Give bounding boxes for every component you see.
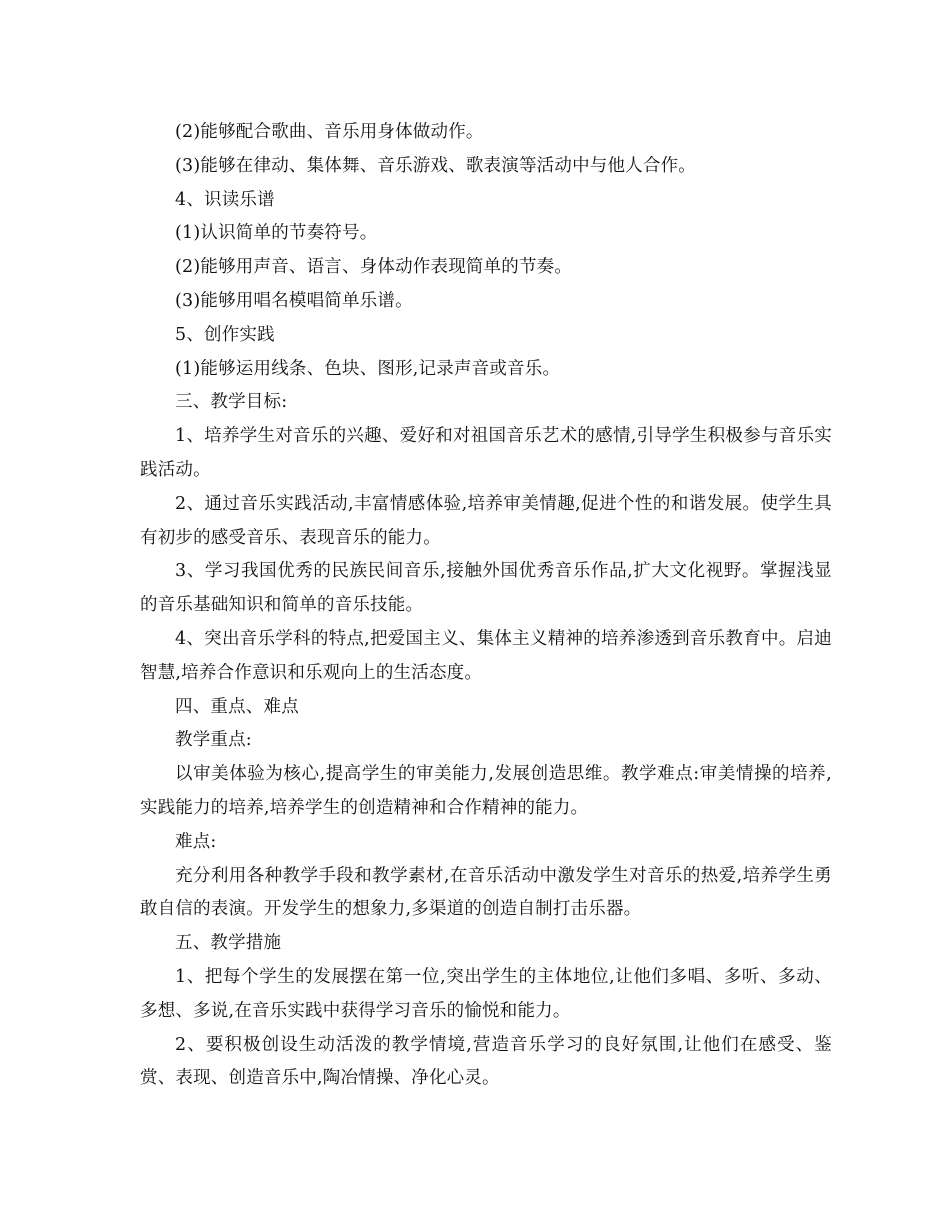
goal-item-1: 1、培养学生对音乐的兴趣、爱好和对祖国音乐艺术的感情,引导学生积极参与音乐实践活动。 xyxy=(140,426,832,480)
goal-item-4: 4、突出音乐学科的特点,把爱国主义、集体主义精神的培养渗透到音乐教育中。启迪智慧,培养合作意识和乐观向上的生活态度。 xyxy=(140,628,832,683)
document-body xyxy=(140,116,832,1096)
paragraph-6: (1)能够运用线条、色块、图形,记录声音或音乐。 xyxy=(175,358,561,379)
paragraph-3: (1)认识简单的节奏符号。 xyxy=(175,223,378,244)
section-heading-creative-practice: 5、创作实践 xyxy=(175,324,275,345)
subheading-teaching-key-points: 教学重点: xyxy=(175,730,252,751)
section-heading-read-score: 4、识读乐谱 xyxy=(175,189,275,210)
paragraph-4: (2)能够用声音、语言、身体动作表现简单的节奏。 xyxy=(175,257,573,278)
section-heading-key-points: 四、重点、难点 xyxy=(175,696,299,717)
paragraph-2: (3)能够在律动、集体舞、音乐游戏、歌表演等活动中与他人合作。 xyxy=(175,155,696,176)
goal-item-3: 3、学习我国优秀的民族民间音乐,接触外国优秀音乐作品,扩大文化视野。掌握浅显的音乐基础知识和简单的音乐技能。 xyxy=(140,561,832,616)
section-heading-teaching-goals: 三、教学目标: xyxy=(175,392,288,413)
goal-item-2: 2、通过音乐实践活动,丰富情感体验,培养审美情趣,促进个性的和谐发展。使学生具有初步的感受音乐、表现音乐的能力。 xyxy=(140,493,832,548)
measure-item-1: 1、把每个学生的发展摆在第一位,突出学生的主体地位,让他们多唱、多听、多动、多想、多说,在音乐实践中获得学习音乐的愉悦和能力。 xyxy=(140,966,832,1021)
key-points-text: 以审美体验为核心,提高学生的审美能力,发展创造思维。教学难点:审美情操的培养,实践能力的培养,培养学生的创造精神和合作精神的能力。 xyxy=(140,764,832,818)
difficulties-text: 充分利用各种教学手段和教学素材,在音乐活动中激发学生对音乐的热爱,培养学生勇敢自信的表演。开发学生的想象力,多渠道的创造自制打击乐器。 xyxy=(140,865,832,920)
paragraph-5: (3)能够用唱名模唱简单乐谱。 xyxy=(175,290,413,311)
subheading-difficulties: 难点: xyxy=(175,831,217,852)
section-heading-teaching-measures: 五、教学措施 xyxy=(175,933,282,954)
measure-item-2: 2、要积极创设生动活泼的教学情境,营造音乐学习的良好氛围,让他们在感受、鉴赏、表现、创造音乐中,陶冶情操、净化心灵。 xyxy=(140,1034,832,1089)
paragraph-1: (2)能够配合歌曲、音乐用身体做动作。 xyxy=(175,122,484,142)
